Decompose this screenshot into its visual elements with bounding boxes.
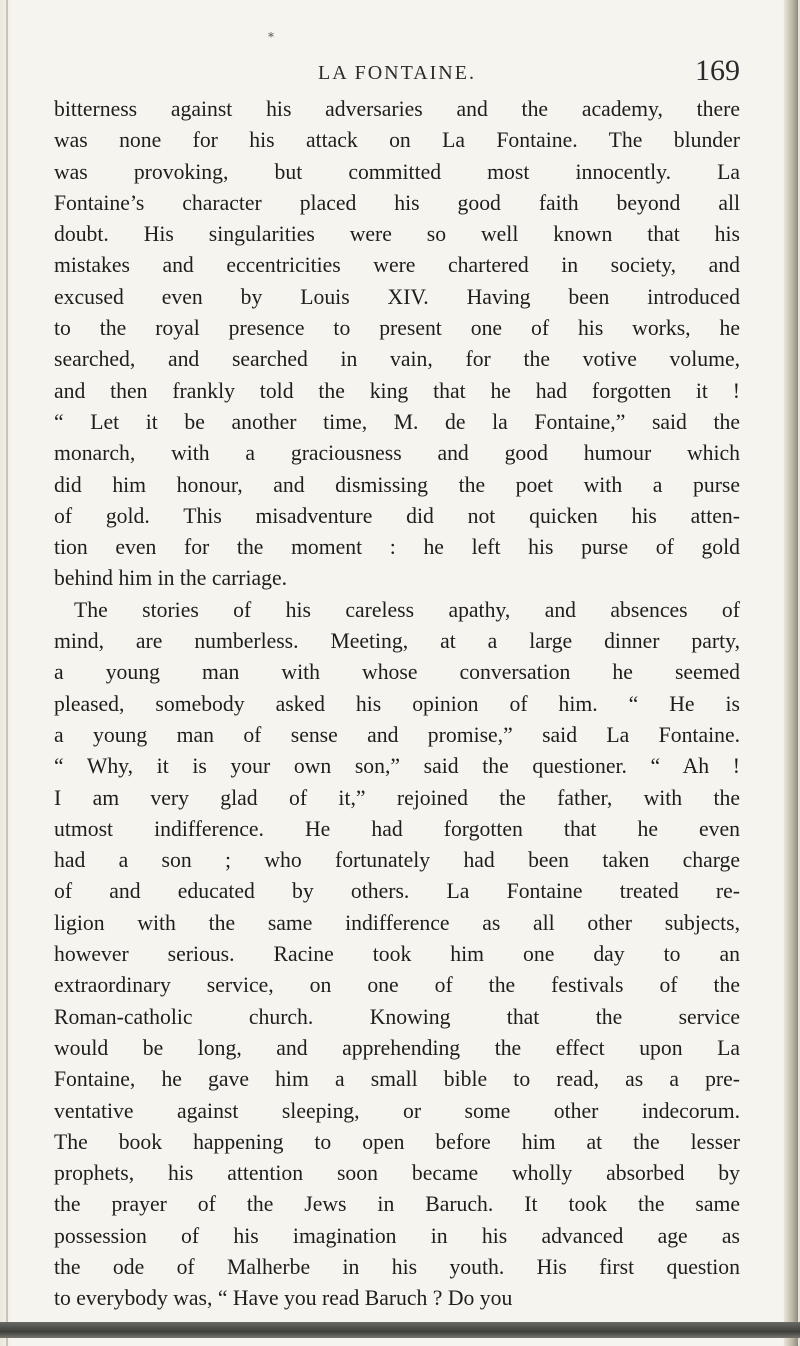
text-line: The book happening to open before him at the lesser [54, 1129, 740, 1154]
text-line: bitterness against his adversaries and the academy, there [54, 97, 740, 121]
text-line: mistakes and eccentricities were chartered in society, and [54, 253, 740, 278]
text-line: excused even by Louis XIV. Having been introduced [54, 284, 740, 309]
text-line: would be long, and apprehending the effect upon La [54, 1035, 740, 1060]
text-line: mind, are numberless. Meeting, at a large dinner party, [54, 629, 740, 654]
printer-mark: * [268, 30, 274, 44]
text-line: to the royal presence to present one of his works, he [54, 316, 740, 341]
text-line: was none for his attack on La Fontaine. The blunder [54, 128, 740, 153]
text-line: ventative against sleeping, or some other indecorum. [54, 1098, 740, 1123]
text-line: searched, and searched in vain, for the votive volume, [54, 347, 740, 372]
text-line: a young man of sense and promise,” said La Fontaine. [54, 722, 740, 747]
page-number: 169 [695, 54, 740, 87]
page-header [54, 52, 740, 92]
text-line: “ Let it be another time, M. de la Fontaine,” said the [54, 409, 740, 434]
page-left-edge [6, 0, 8, 1346]
text-line: tion even for the moment : he left his purse of gold [54, 535, 740, 560]
running-head: LA FONTAINE. [318, 62, 476, 84]
text-line: monarch, with a graciousness and good humour which [54, 441, 740, 466]
text-line: Fontaine, he gave him a small bible to read, as a pre- [54, 1067, 740, 1092]
text-line: the ode of Malherbe in his youth. His first question [54, 1254, 740, 1279]
body-text [54, 94, 740, 1315]
text-line: prophets, his attention soon became wholly absorbed by [54, 1161, 740, 1186]
text-line: doubt. His singularities were so well known that his [54, 222, 740, 247]
text-line: to everybody was, “ Have you read Baruch ? Do you [54, 1286, 513, 1311]
text-line: a young man with whose conversation he seemed [54, 660, 740, 685]
text-line: the prayer of the Jews in Baruch. It took the same [54, 1192, 740, 1217]
paragraph-end-line: behind him in the carriage. [54, 566, 288, 591]
text-line: did him honour, and dismissing the poet with a purse [54, 472, 740, 497]
text-line: was provoking, but committed most innocently. La [54, 159, 740, 184]
text-line: of gold. This misadventure did not quicken his atten- [54, 503, 740, 528]
text-line: of and educated by others. La Fontaine treated re- [54, 879, 740, 904]
text-line: “ Why, it is your own son,” said the questioner. “ Ah ! [54, 754, 740, 779]
text-line: extraordinary service, on one of the festivals of the [54, 973, 740, 998]
text-line: Roman-catholic church. Knowing that the service [54, 1004, 740, 1029]
book-spine-edge [784, 0, 798, 1346]
text-line: possession of his imagination in his advanced age as [54, 1223, 740, 1248]
text-line: had a son ; who fortunately had been taken charge [54, 848, 740, 873]
text-line: and then frankly told the king that he had forgotten it ! [54, 378, 740, 403]
paragraph-start-line: The stories of his careless apathy, and absences of [74, 597, 740, 622]
text-line: however serious. Racine took him one day to an [54, 942, 740, 967]
scan-bottom-edge [0, 1322, 800, 1338]
text-line: I am very glad of it,” rejoined the father, with the [54, 785, 740, 810]
text-line: pleased, somebody asked his opinion of him. “ He is [54, 691, 740, 716]
text-line: ligion with the same indifference as all other subjects, [54, 910, 740, 935]
text-line: utmost indifference. He had forgotten that he even [54, 816, 740, 841]
text-line: Fontaine’s character placed his good faith beyond all [54, 190, 740, 215]
